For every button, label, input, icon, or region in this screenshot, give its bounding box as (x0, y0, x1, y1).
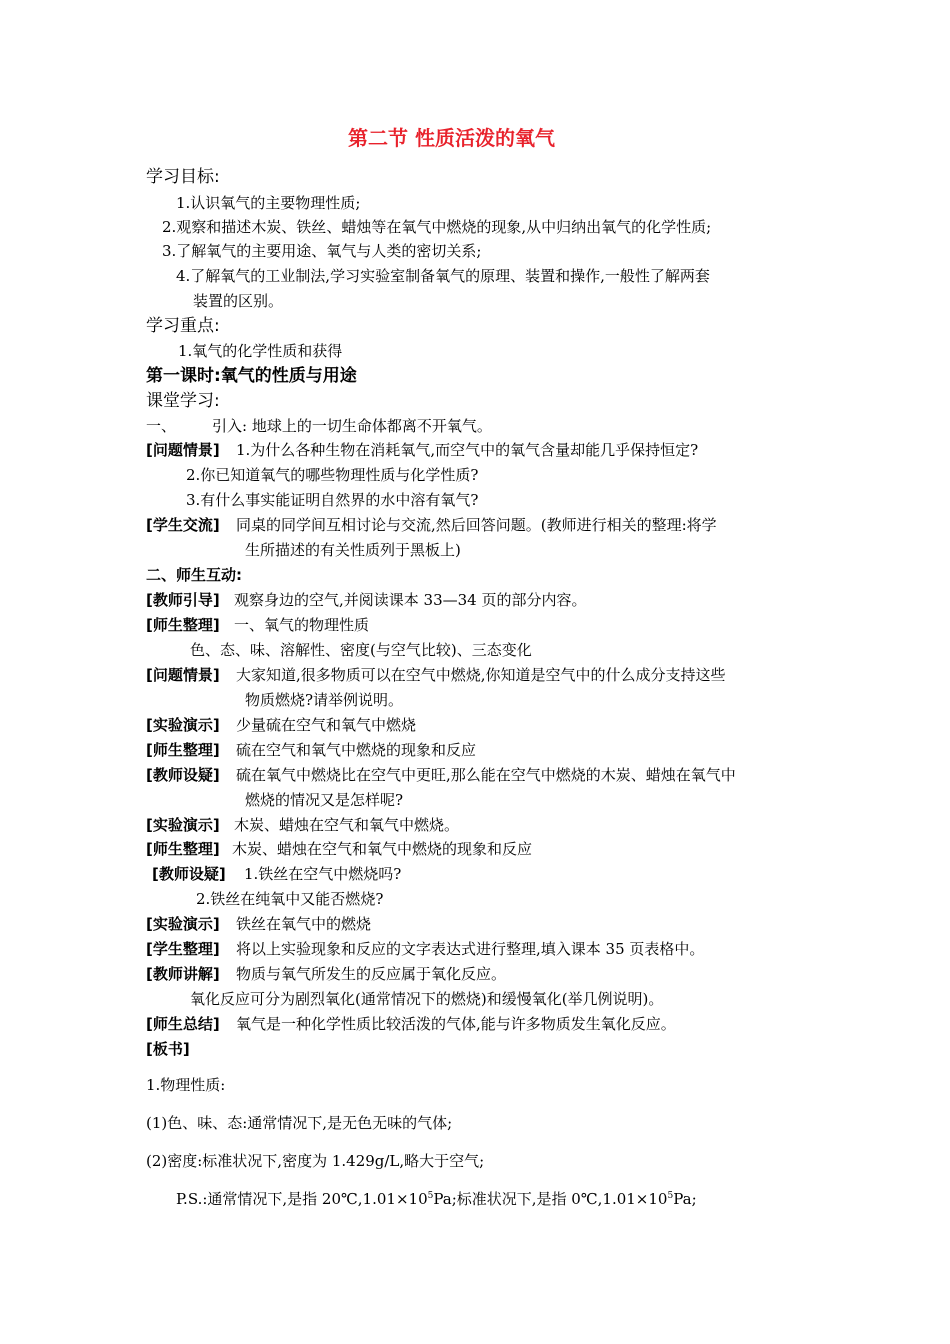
block-text: 氧化反应可分为剧烈氧化(通常情况下的燃烧)和缓慢氧化(举几例说明)。 (190, 990, 664, 1008)
section-heading: 二、师生互动: (146, 566, 242, 584)
block-text: 硫在空气和氧气中燃烧的现象和反应 (236, 741, 477, 759)
block-text: 铁丝在氧气中的燃烧 (236, 915, 372, 933)
focus-item: 1.氧气的化学性质和获得 (178, 342, 343, 360)
goal-item: 3.了解氧气的主要用途、氧气与人类的密切关系; (162, 242, 482, 260)
tag-organize: [师生整理] (146, 741, 220, 759)
tag-student-exchange: [学生交流] (146, 516, 220, 534)
tag-experiment: [实验演示] (146, 716, 220, 734)
block-text: 大家知道,很多物质可以在空气中燃烧,你知道是空气中的什么成分支持这些 (236, 666, 726, 684)
ps-text: Pa;标准状况下,是指 0℃,1.01×10 (433, 1190, 668, 1208)
block-text: 一、氧气的物理性质 (234, 616, 370, 634)
block-text: 氧气是一种化学性质比较活泼的气体,能与许多物质发生氧化反应。 (236, 1015, 676, 1033)
intro-text: 引入: 地球上的一切生命体都离不开氧气。 (212, 417, 492, 435)
tag-teacher-question: [教师设疑] (146, 766, 220, 784)
block-text: 2.你已知道氧气的哪些物理性质与化学性质? (186, 466, 479, 484)
focus-heading: 学习重点: (146, 316, 220, 336)
tag-student-organize: [学生整理] (146, 940, 220, 958)
block-text: 硫在氧气中燃烧比在空气中更旺,那么能在空气中燃烧的木炭、蜡烛在氧气中 (236, 766, 736, 784)
board-line: (2)密度:标准状况下,密度为 1.429g/L,略大于空气; (146, 1152, 485, 1170)
goals-heading: 学习目标: (146, 167, 220, 187)
tag-problem: [问题情景] (146, 441, 220, 459)
class-heading: 课堂学习: (146, 391, 220, 411)
block-text: 同桌的同学间互相讨论与交流,然后回答问题。(教师进行相关的整理:将学 (236, 516, 717, 534)
block-text: 少量硫在空气和氧气中燃烧 (236, 716, 417, 734)
board-line: 1.物理性质: (146, 1076, 226, 1094)
block-text: 3.有什么事实能证明自然界的水中溶有氧气? (186, 491, 479, 509)
block-text: 2.铁丝在纯氧中又能否燃烧? (196, 890, 384, 908)
tag-experiment: [实验演示] (146, 915, 220, 933)
block-text: 生所描述的有关性质列于黑板上) (245, 541, 461, 559)
block-text: 观察身边的空气,并阅读课本 33—34 页的部分内容。 (234, 591, 587, 609)
tag-organize: [师生整理] (146, 840, 220, 858)
tag-teacher-explain: [教师讲解] (146, 965, 220, 983)
block-text: 将以上实验现象和反应的文字表达式进行整理,填入课本 35 页表格中。 (236, 940, 705, 958)
block-text: 色、态、味、溶解性、密度(与空气比较)、三态变化 (190, 641, 532, 659)
block-text: 1.为什么各种生物在消耗氧气,而空气中的氧气含量却能几乎保持恒定? (236, 441, 699, 459)
goal-item: 2.观察和描述木炭、铁丝、蜡烛等在氧气中燃烧的现象,从中归纳出氧气的化学性质; (162, 218, 712, 236)
intro-number: 一、 (146, 417, 177, 435)
ps-text: P.S.:通常情况下,是指 20℃,1.01×10 (176, 1190, 428, 1208)
block-text: 1.铁丝在空气中燃烧吗? (244, 865, 402, 883)
board-ps-line (176, 1189, 697, 1209)
goal-item: 4.了解氧气的工业制法,学习实验室制备氧气的原理、装置和操作,一般性了解两套 (176, 267, 710, 285)
ps-exponent: 5 (427, 1191, 434, 1201)
board-line: (1)色、味、态:通常情况下,是无色无味的气体; (146, 1114, 453, 1132)
ps-exponent: 5 (667, 1191, 674, 1201)
block-text: 木炭、蜡烛在空气和氧气中燃烧的现象和反应 (232, 840, 533, 858)
tag-problem: [问题情景] (146, 666, 220, 684)
block-text: 燃烧的情况又是怎样呢? (245, 791, 404, 809)
page-title: 第二节 性质活泼的氧气 (348, 126, 555, 150)
tag-experiment: [实验演示] (146, 816, 220, 834)
goal-item: 装置的区别。 (193, 292, 284, 310)
block-text: 物质燃烧?请举例说明。 (245, 691, 404, 709)
block-text: 物质与氧气所发生的反应属于氧化反应。 (236, 965, 507, 983)
goal-item: 1.认识氧气的主要物理性质; (176, 194, 361, 212)
block-text: 木炭、蜡烛在空气和氧气中燃烧。 (234, 816, 460, 834)
tag-board: [板书] (146, 1040, 190, 1058)
tag-summary: [师生总结] (146, 1015, 220, 1033)
lesson-heading: 第一课时:氧气的性质与用途 (146, 366, 357, 386)
ps-text: Pa; (673, 1190, 697, 1208)
tag-teacher-guide: [教师引导] (146, 591, 220, 609)
tag-teacher-question: [教师设疑] (152, 865, 226, 883)
tag-organize: [师生整理] (146, 616, 220, 634)
